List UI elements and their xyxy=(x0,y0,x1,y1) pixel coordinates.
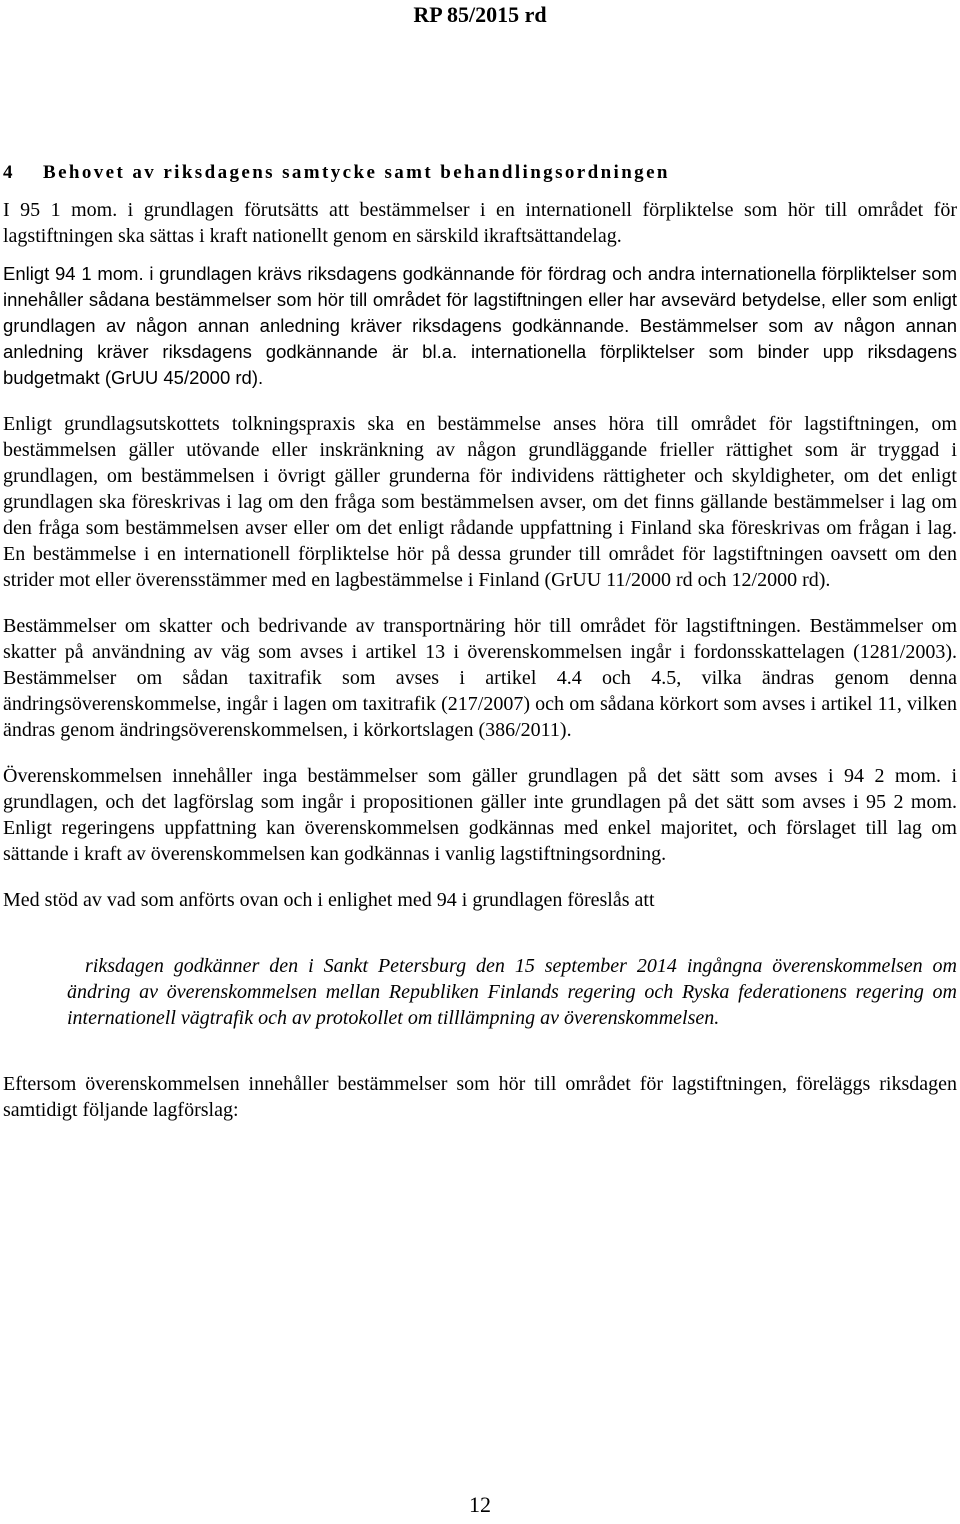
paragraph-klamsats: riksdagen godkänner den i Sankt Petersburg den 15 september 2014 ingångna överenskommelsen om ändring av överenskommelsen mellan Republiken Finlands regering och Ryska federationens regering om internationell vägtrafik och av protokollet om tilllämpning av överenskommelsen. xyxy=(67,955,957,1029)
document-body xyxy=(3,160,957,1143)
paragraph-lagforslag: Eftersom överenskommelsen innehåller bestämmelser som hör till området för lagstiftningen, föreläggs riksdagen samtidigt följande lagförslag: xyxy=(3,1073,957,1121)
paragraph-tolkningspraxis: Enligt grundlagsutskottets tolkningspraxis ska en bestämmelse anses höra till området för lagstiftningen, om bestämmelsen gäller utövande eller inskränkning av någon grundläggande frieller rättighet som är tryggad i grundlagen, om bestämmelsen i övrigt gäller grunderna för individens rättigheter och skyldigheter, om det enligt grundlagen ska föreskrivas i lag om den fråga som bestämmelsen avser, om det finns gällande bestämmelser i lag om den fråga som bestämmelsen avser eller om det enligt rådande uppfattning i Finland ska föreskrivas om frågan i lag. En bestämmelse i en internationell förpliktelse hör på dessa grunder till området för lagstiftningen oavsett om den strider mot eller överensstämmer med en lagbestämmelse i Finland (GrUU 11/2000 rd och 12/2000 rd). xyxy=(3,413,957,591)
paragraph-ikraftsattandelag: I 95 1 mom. i grundlagen förutsätts att bestämmelser i en internationell förpliktelse som hör till området för lagstiftningen ska sättas i kraft nationellt genom en särskild ikraftsättandelag. xyxy=(3,199,957,247)
paragraph-forslag-intro: Med stöd av vad som anförts ovan och i enlighet med 94 i grundlagen föreslås att xyxy=(3,889,655,911)
section-number: 4 xyxy=(3,162,13,183)
paragraph-behandlingsordning: Överenskommelsen innehåller inga bestämmelser som gäller grundlagen på det sätt som avses i 94 2 mom. i grundlagen, och det lagförslag som ingår i propositionen gäller inte grundlagen på det sätt som avses i 95 2 mom. Enligt regeringens uppfattning kan överenskommelsen godkännas med enkel majoritet, och förslaget till lag om sättande i kraft av överenskommelsen kan godkännas i vanlig lagstiftningsordning. xyxy=(3,765,957,865)
section-heading xyxy=(3,160,957,186)
document-header: RP 85/2015 rd xyxy=(413,2,547,27)
paragraph-riksdagens-godkannande: Enligt 94 1 mom. i grundlagen krävs riksdagens godkännande för fördrag och andra internationella förpliktelser som innehåller sådana bestämmelser som hör till området för lagstiftningen eller har avsevärd betydelse, eller som enligt grundlagen av någon annan anledning kräver riksdagens godkännande. Bestämmelser som av någon annan anledning kräver riksdagens godkännande är bl.a. internationella förpliktelser som binder upp riksdagens budgetmakt (GrUU 45/2000 rd). xyxy=(3,263,957,388)
page-number: 12 xyxy=(469,1492,491,1517)
paragraph-skatter-transportnaring: Bestämmelser om skatter och bedrivande av transportnäring hör till området för lagstiftningen. Bestämmelser om skatter på användning av väg som avses i artikel 13 i överenskommelsen ingår i fordonsskattelagen (1281/2003). Bestämmelser om sådan taxitrafik som avses i artikel 4.4 och 4.5, vilka ändras genom denna ändringsöverenskommelse, ingår i lagen om taxitrafik (217/2007) och om sådana körkort som avses i artikel 11, vilken ändras genom ändringsöverenskommelsen, i körkortslagen (386/2011). xyxy=(3,615,957,741)
section-title: Behovet av riksdagens samtycke samt behandlingsordningen xyxy=(43,162,670,183)
